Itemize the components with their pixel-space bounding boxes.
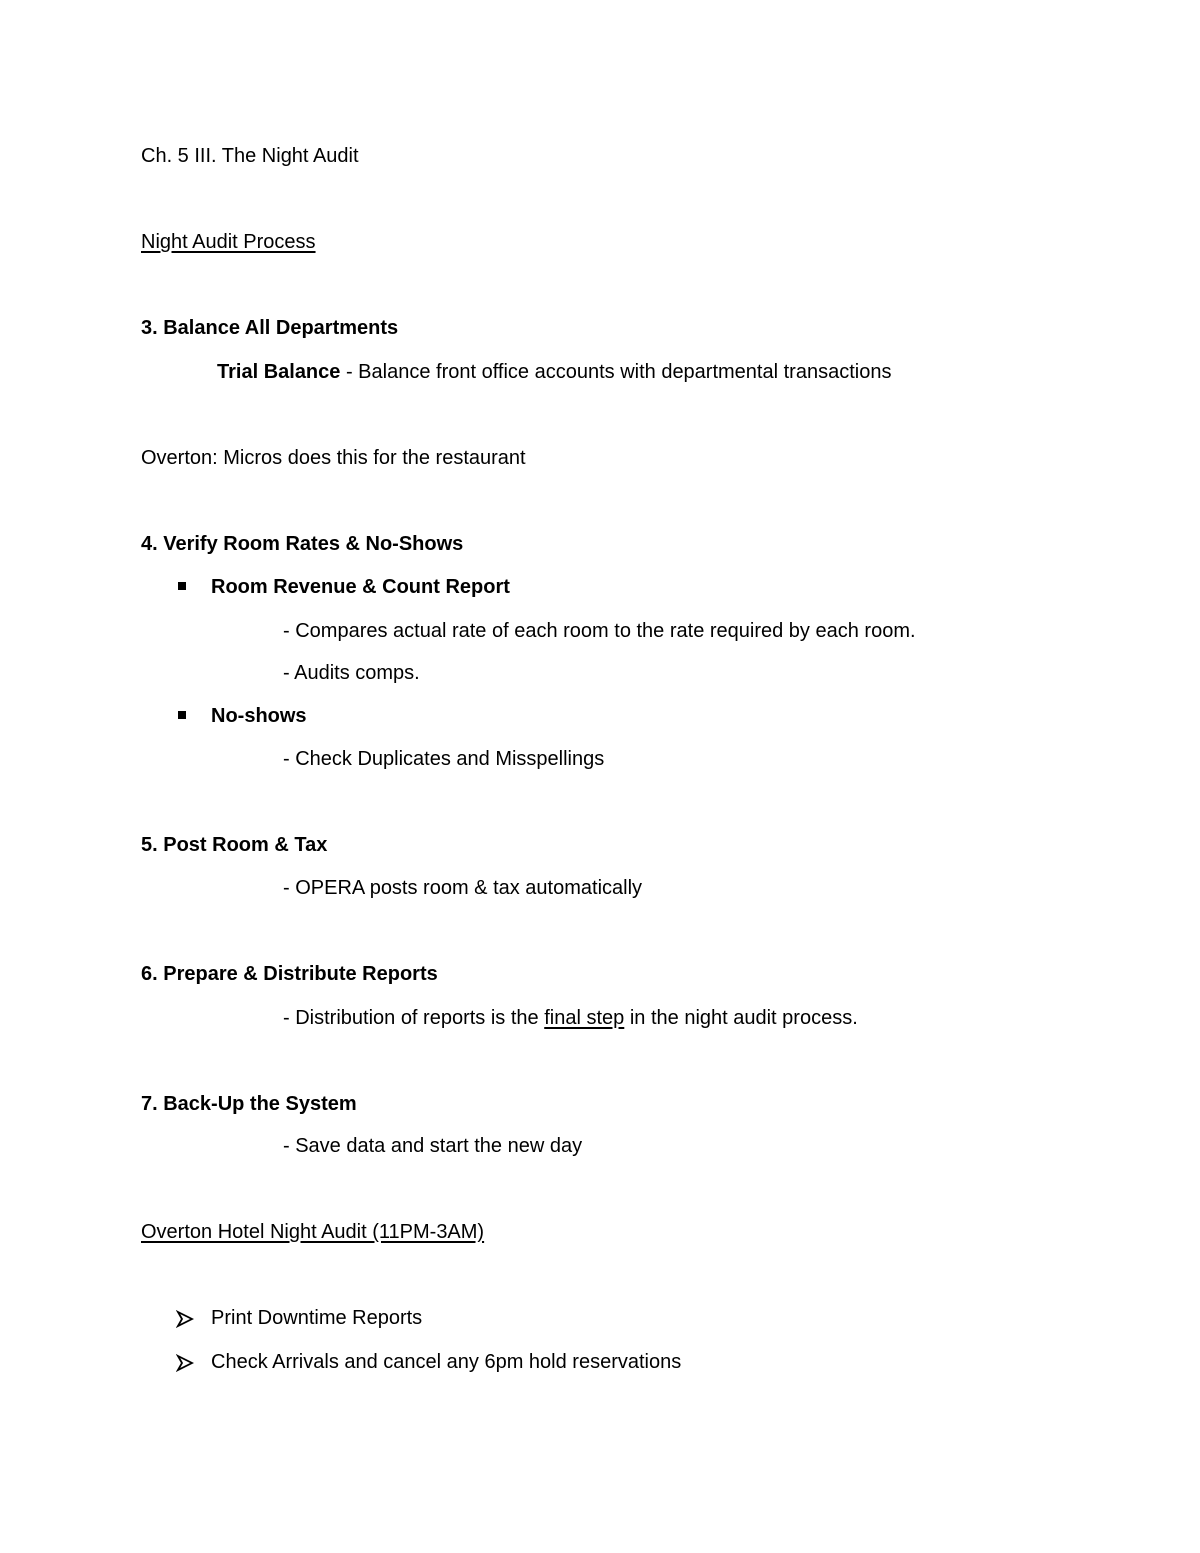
step6-heading: 6. Prepare & Distribute Reports [141,963,438,985]
section-heading-night-audit-process: Night Audit Process [141,231,316,253]
step6-final-step-emphasis: final step [544,1007,625,1029]
step5-heading: 5. Post Room & Tax [141,834,328,856]
step7-line1: - Save data and start the new day [283,1135,583,1157]
arrow-bullet-icon [176,1350,194,1374]
checklist-item: Check Arrivals and cancel any 6pm hold reservations [211,1351,682,1373]
square-bullet-icon [178,582,186,590]
overton-note: Overton: Micros does this for the restaurant [141,447,526,469]
step4-heading: 4. Verify Room Rates & No-Shows [141,533,464,555]
step4-room-revenue-line2: - Audits comps. [283,662,420,684]
step7-heading: 7. Back-Up the System [141,1093,357,1115]
step3-trial-balance-line [217,360,891,384]
step4-room-revenue-line1: - Compares actual rate of each room to the rate required by each room. [283,620,916,642]
section-heading-overton-night-audit: Overton Hotel Night Audit (11PM-3AM) [141,1221,485,1243]
square-bullet-icon [178,711,186,719]
doc-title: Ch. 5 III. The Night Audit [141,145,359,167]
step5-line1: - OPERA posts room & tax automatically [283,877,643,899]
checklist-item: Print Downtime Reports [211,1307,423,1329]
step6-line1-pre: - Distribution of reports is the [283,1007,545,1029]
arrow-bullet-icon [176,1306,194,1330]
step6-line1 [283,1006,858,1030]
step6-line1-post: in the night audit process. [624,1007,858,1029]
step4-bullet-room-revenue: Room Revenue & Count Report [211,576,510,598]
step4-no-shows-line1: - Check Duplicates and Misspellings [283,748,605,770]
trial-balance-desc: - Balance front office accounts with departmental transactions [340,361,892,383]
trial-balance-term: Trial Balance [217,361,341,383]
step4-bullet-no-shows: No-shows [211,705,307,727]
step3-heading: 3. Balance All Departments [141,317,399,339]
